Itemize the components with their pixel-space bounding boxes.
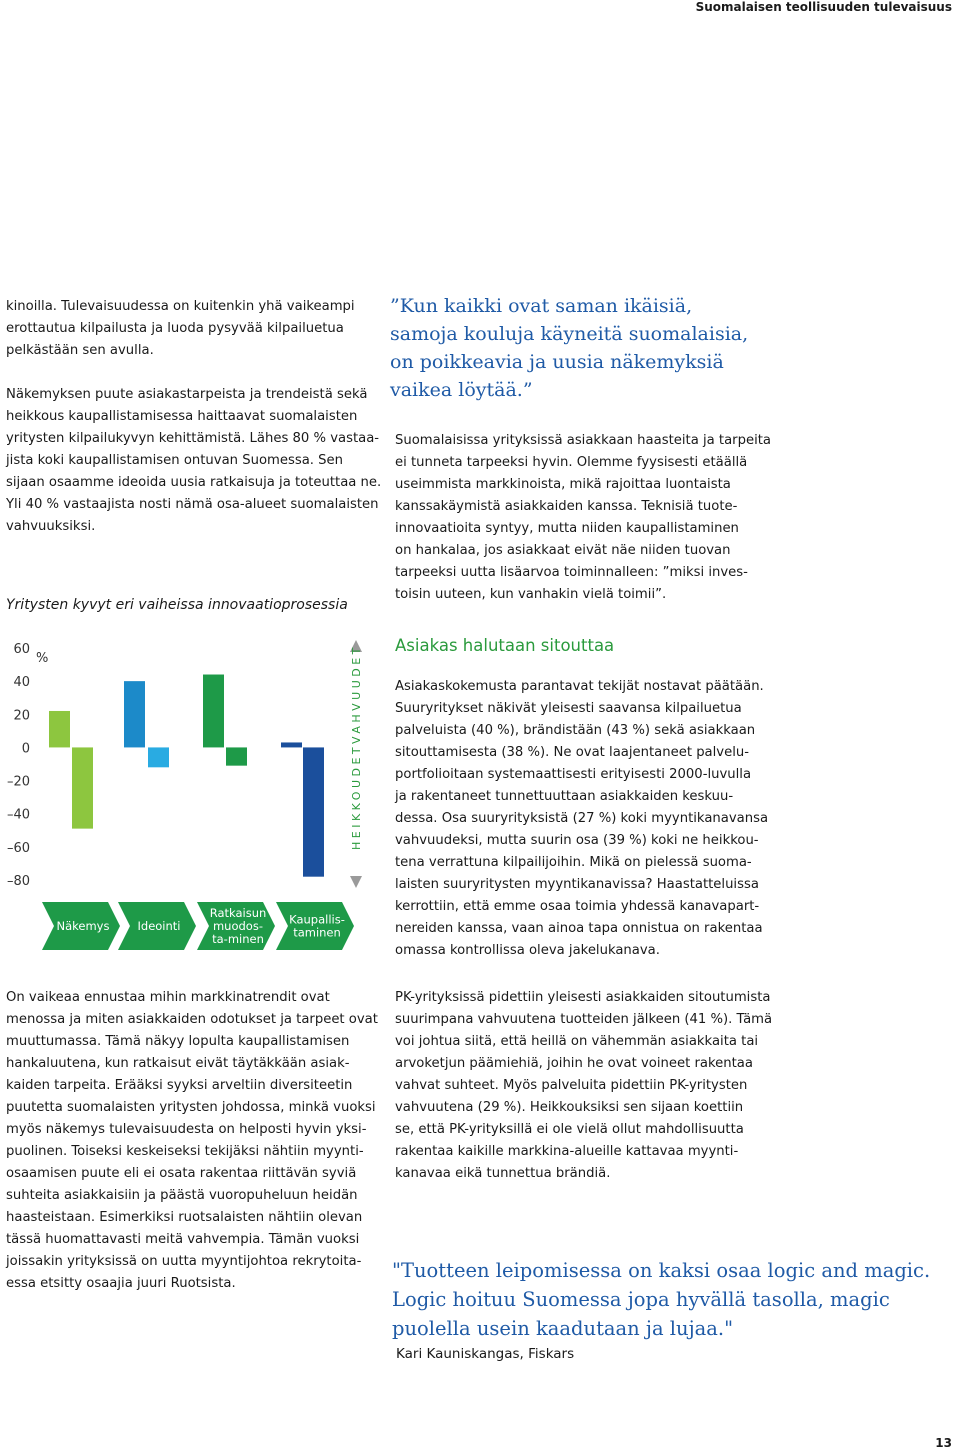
innovation-bar-chart	[0, 632, 390, 962]
text-line: pelkästään sen avulla.	[6, 343, 154, 358]
bar-strength	[281, 742, 302, 747]
text-line: menossa ja miten asiakkaiden odotukset ja tarpeet ovat	[6, 1012, 378, 1027]
category-label: Ratkaisun	[209, 906, 267, 920]
text-line: on poikkeavia ja uusia näkemyksiä	[390, 351, 724, 373]
text-line: vahvuuksiksi.	[6, 519, 96, 534]
text-line: laisten suuryritysten myyntikanavissa? Haastatteluissa	[395, 877, 759, 892]
category-label: ta-minen	[212, 932, 264, 946]
bar-weakness	[226, 747, 247, 765]
text-line: Suuryritykset näkivät yleisesti saavansa kilpailuetua	[395, 701, 742, 716]
text-line: arvoketjun päämiehiä, joihin he ovat voineet rakentaa	[395, 1056, 753, 1071]
text-line: suurimpana vahvuutena tuotteiden jälkeen (41 %). Tämä	[395, 1012, 773, 1027]
text-line: tässä huomattavasti meitä vahvempia. Tämän vuoksi	[6, 1232, 360, 1247]
text-line: Yli 40 % vastaajista nosti nämä osa-alueet suomalaisten	[6, 497, 379, 512]
text-line: toisin uuteen, kun vanhakin vielä toimii”.	[395, 587, 667, 602]
y-tick-label: –40	[6, 807, 30, 823]
text-line: Suomalaisissa yrityksissä asiakkaan haasteita ja tarpeita	[395, 433, 771, 448]
text-line: Logic hoituu Suomessa jopa hyvällä tasolla, magic	[392, 1288, 890, 1311]
text-line: joissakin yrityksissä on uutta myyntijohtoa rekrytoita-	[6, 1254, 362, 1269]
y-tick-label: 20	[13, 708, 30, 724]
text-line: essa etsitty osaajia juuri Ruotsista.	[6, 1276, 236, 1291]
text-line: sitouttamisesta (38 %). Ne ovat laajentaneet palvelu-	[395, 745, 750, 760]
text-line: on hankalaa, jos asiakkaat eivät näe niiden tuovan	[395, 543, 731, 558]
bar-weakness	[72, 747, 93, 828]
bar-strength	[124, 681, 145, 747]
text-line: myös näkemys tulevaisuudesta on helposti hyvin yksi-	[6, 1122, 367, 1137]
strengths-label: VAHVUUDET	[350, 644, 363, 744]
text-line: samoja kouluja käyneitä suomalaisia,	[390, 323, 749, 345]
text-line: innovaatioita syntyy, mutta niiden kaupallistaminen	[395, 521, 739, 536]
y-tick-label: –60	[6, 840, 30, 856]
text-line: voi johtua siitä, että heillä on vähemmän asiakkaita tai	[395, 1034, 759, 1049]
bar-weakness	[303, 747, 324, 876]
text-line: puutetta suomalaisten yritysten johdossa, minkä vuoksi	[6, 1100, 376, 1115]
y-tick-label: –80	[6, 874, 30, 889]
bar-weakness	[148, 747, 169, 767]
weaknesses-label: HEIKKOUDET	[350, 743, 363, 850]
y-tick-label: 0	[21, 741, 30, 757]
text-line: palveluista (40 %), brändistään (43 %) sekä asiakkaan	[395, 723, 756, 738]
pull-quote-2	[392, 1256, 960, 1343]
text-line: omassa kontrollissa oleva jakelukanava.	[395, 943, 660, 958]
text-line: haasteistaan. Esimerkiksi ruotsalaisten nähtiin olevan	[6, 1210, 363, 1225]
text-line: kerrottiin, että emme osaa toimia yhdessä kanavapart-	[395, 899, 760, 914]
text-line: kinoilla. Tulevaisuudessa on kuitenkin yhä vaikeampi	[6, 299, 355, 314]
right-paragraph-1	[395, 430, 955, 606]
text-line: hankaluutena, kun ratkaisut eivät täytäkkään asiak-	[6, 1056, 350, 1071]
text-line: sijaan osaamme ideoida uusia ratkaisuja ja toteuttaa ne.	[6, 475, 382, 490]
left-top-paragraphs	[6, 296, 386, 538]
text-line: jista koki kaupallistamisen ontuvan Suomessa. Sen	[6, 453, 344, 468]
pull-quote-1	[390, 292, 950, 404]
text-line: Asiakaskokemusta parantavat tekijät nostavat päätään.	[395, 679, 764, 694]
arrow-down-icon	[350, 876, 362, 888]
text-line: PK-yrityksissä pidettiin yleisesti asiakkaiden sitoutumista	[395, 990, 771, 1005]
text-line: muuttumassa. Tämä näkyy lopulta kaupallistamisen	[6, 1034, 350, 1049]
category-label: Kaupallis-	[289, 912, 345, 927]
text-line: heikkous kaupallistamisessa haittaavat suomalaisten	[6, 409, 358, 424]
text-line: ”Kun kaikki ovat saman ikäisiä,	[390, 295, 693, 317]
section-heading: Asiakas halutaan sitouttaa	[395, 636, 615, 655]
page-number: 13	[935, 1436, 952, 1450]
text-line: vahvuudeksi, mutta suurin osa (39 %) koki ne heikkou-	[395, 833, 759, 848]
category-label: muodos-	[212, 919, 264, 933]
category-label: taminen	[293, 925, 341, 940]
y-tick-label: –20	[6, 774, 30, 790]
chart-title: Yritysten kyvyt eri vaiheissa innovaatioprosessia	[6, 597, 348, 613]
text-line: ei tunneta tarpeeksi hyvin. Olemme fyysisesti etäällä	[395, 455, 748, 470]
category-label: Näkemys	[56, 919, 110, 933]
text-line: vahvat suhteet. Myös palveluita pidettiin PK-yritysten	[395, 1078, 748, 1093]
left-bottom-paragraph	[6, 987, 386, 1295]
category-label: Ideointi	[137, 919, 181, 933]
text-line: osaamisen puute eli ei osata rakentaa riittävän syviä	[6, 1166, 357, 1181]
text-line: portfolioitaan systemaattisesti erityisesti 2000-luvulla	[395, 767, 752, 782]
right-paragraph-3	[395, 987, 955, 1185]
text-line: kaiden tarpeita. Erääksi syyksi arveltiin diversiteetin	[6, 1078, 353, 1093]
text-line: yritysten kilpailukyvyn kehittämistä. Lähes 80 % vastaa-	[6, 431, 380, 446]
text-line	[6, 362, 386, 384]
text-line: vaikea löytää.”	[390, 379, 533, 401]
text-line: kanssakäymistä asiakkaiden kanssa. Teknisiä tuote-	[395, 499, 738, 514]
y-tick-label: 40	[13, 675, 30, 691]
text-line: kanavaa eikä tunnettua brändiä.	[395, 1166, 611, 1181]
bar-strength	[203, 675, 224, 748]
text-line: nereiden kanssa, vaan ainoa tapa onnistua on rakentaa	[395, 921, 763, 936]
running-header: Suomalaisen teollisuuden tulevaisuus	[695, 0, 952, 14]
text-line: puolinen. Toiseksi keskeiseksi tekijäksi nähtiin myynti-	[6, 1144, 364, 1159]
text-line: Näkemyksen puute asiakastarpeista ja trendeistä sekä	[6, 387, 368, 402]
text-line: rakentaa kaikille markkina-alueille kattavaa myynti-	[395, 1144, 739, 1159]
y-tick-label: 60	[13, 642, 30, 657]
text-line: ja rakentaneet tunnettuuttaan asiakkaiden keskuu-	[395, 789, 734, 804]
unit-label: %	[36, 651, 49, 666]
text-line: dessa. Osa suuryrityksistä (27 %) koki myyntikanavansa	[395, 811, 769, 826]
text-line: puolella usein kaadutaan ja lujaa."	[392, 1317, 734, 1340]
text-line: tena verrattuna kilpailijoihin. Mikä on pielessä suoma-	[395, 855, 752, 870]
bar-strength	[49, 711, 70, 747]
text-line: se, että PK-yrityksillä ei ole vielä ollut mahdollisuutta	[395, 1122, 744, 1137]
text-line: On vaikeaa ennustaa mihin markkinatrendit ovat	[6, 990, 330, 1005]
right-paragraph-2	[395, 676, 955, 962]
text-line: "Tuotteen leipomisessa on kaksi osaa logic and magic.	[392, 1259, 931, 1282]
text-line: suhteita asiakkaisiin ja päästä vuoropuheluun heidän	[6, 1188, 358, 1203]
text-line: erottautua kilpailusta ja luoda pysyvää kilpailuetua	[6, 321, 344, 336]
quote-attribution: Kari Kauniskangas, Fiskars	[396, 1346, 575, 1362]
text-line: vahvuutena (29 %). Heikkouksiksi sen sijaan koettiin	[395, 1100, 744, 1115]
text-line: tarpeeksi uutta lisäarvoa toiminnalleen: ”miksi inves-	[395, 565, 748, 580]
text-line: useimmista markkinoista, mikä rajoittaa luontaista	[395, 477, 731, 492]
